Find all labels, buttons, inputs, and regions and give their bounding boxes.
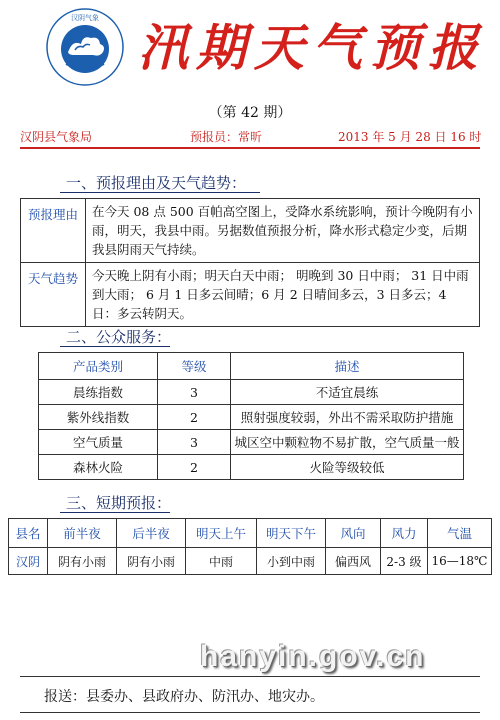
table-cell: 2 [158, 455, 231, 480]
table-row [39, 405, 464, 430]
row-label: 预报理由 [21, 199, 86, 263]
table-cell: 2 [158, 405, 231, 430]
row-text: 今天晚上阴有小雨；明天白天中雨； 明晚到 30 日中雨； 31 日中雨到大雨； 6 月 1 日多云间晴；6 月 2 日晴间多云，3 日多云；4 日：多云转阴天。 [86, 263, 480, 327]
table-cell: 中雨 [186, 548, 257, 575]
table-cell: 小到中雨 [257, 548, 326, 575]
table-cell: 火险等级较低 [231, 455, 464, 480]
issue-datetime: 2013 年 5 月 28 日 16 时 [338, 130, 482, 144]
section1-underline [60, 192, 260, 193]
distribution-list: 报送：县委办、县政府办、防汛办、地灾办。 [44, 689, 324, 705]
section1-heading: 一、预报理由及天气趋势： [66, 174, 247, 192]
meta-row [20, 128, 480, 146]
issue-number: （第 42 期） [208, 105, 292, 121]
col-header: 明天下午 [257, 519, 326, 548]
forecast-reason-table [20, 198, 480, 327]
col-header: 明天上午 [186, 519, 257, 548]
table-row [21, 199, 480, 263]
section3-heading: 三、短期预报： [66, 494, 172, 512]
table-cell: 偏西风 [326, 548, 381, 575]
table-header-row [39, 353, 464, 380]
public-service-table [38, 352, 464, 480]
footer-bottom-rule [20, 712, 480, 713]
table-cell: 照射强度较弱，外出不需采取防护措施 [231, 405, 464, 430]
section2-heading: 二、公众服务： [66, 328, 172, 346]
col-header: 县名 [9, 519, 48, 548]
table-row [21, 263, 480, 327]
table-cell: 空气质量 [39, 430, 158, 455]
col-header: 描述 [231, 353, 464, 380]
section3-underline [60, 512, 170, 513]
table-header-row [9, 519, 492, 548]
col-header: 气温 [428, 519, 492, 548]
logo-text: 汉阴气象 [71, 14, 99, 22]
table-cell: 紫外线指数 [39, 405, 158, 430]
footer-top-rule [20, 676, 480, 677]
col-header: 风力 [381, 519, 428, 548]
table-cell: 16—18℃ [428, 548, 492, 575]
col-header: 产品类别 [39, 353, 158, 380]
table-row [39, 455, 464, 480]
table-cell: 3 [158, 430, 231, 455]
table-cell: 城区空中颗粒物不易扩散，空气质量一般 [231, 430, 464, 455]
table-cell: 森林火险 [39, 455, 158, 480]
table-cell: 不适宜晨练 [231, 380, 464, 405]
col-header: 等级 [158, 353, 231, 380]
table-cell: 2-3 级 [381, 548, 428, 575]
forecaster-name: 预报员：常昕 [190, 130, 263, 144]
col-header: 前半夜 [48, 519, 117, 548]
table-cell: 汉阴 [9, 548, 48, 575]
table-cell: 阴有小雨 [117, 548, 186, 575]
meteorological-logo [44, 6, 126, 88]
bureau-name: 汉阴县气象局 [20, 130, 93, 144]
table-row [39, 380, 464, 405]
table-cell: 晨练指数 [39, 380, 158, 405]
col-header: 风向 [326, 519, 381, 548]
site-watermark: hanyin.gov.cn [200, 640, 426, 673]
report-title: 汛期天气预报 [138, 18, 486, 77]
table-row [9, 548, 492, 575]
section2-underline [60, 346, 170, 347]
col-header: 后半夜 [117, 519, 186, 548]
table-cell: 3 [158, 380, 231, 405]
row-text: 在今天 08 点 500 百帕高空图上，受降水系统影响，预计今晚阴有小雨，明天，我县中雨。另据数值预报分析，降水形式稳定少变，后期我县阴雨天气持续。 [86, 199, 480, 263]
row-label: 天气趋势 [21, 263, 86, 327]
short-term-forecast-table [8, 518, 492, 575]
table-cell: 阴有小雨 [48, 548, 117, 575]
header-divider [20, 147, 480, 149]
table-row [39, 430, 464, 455]
